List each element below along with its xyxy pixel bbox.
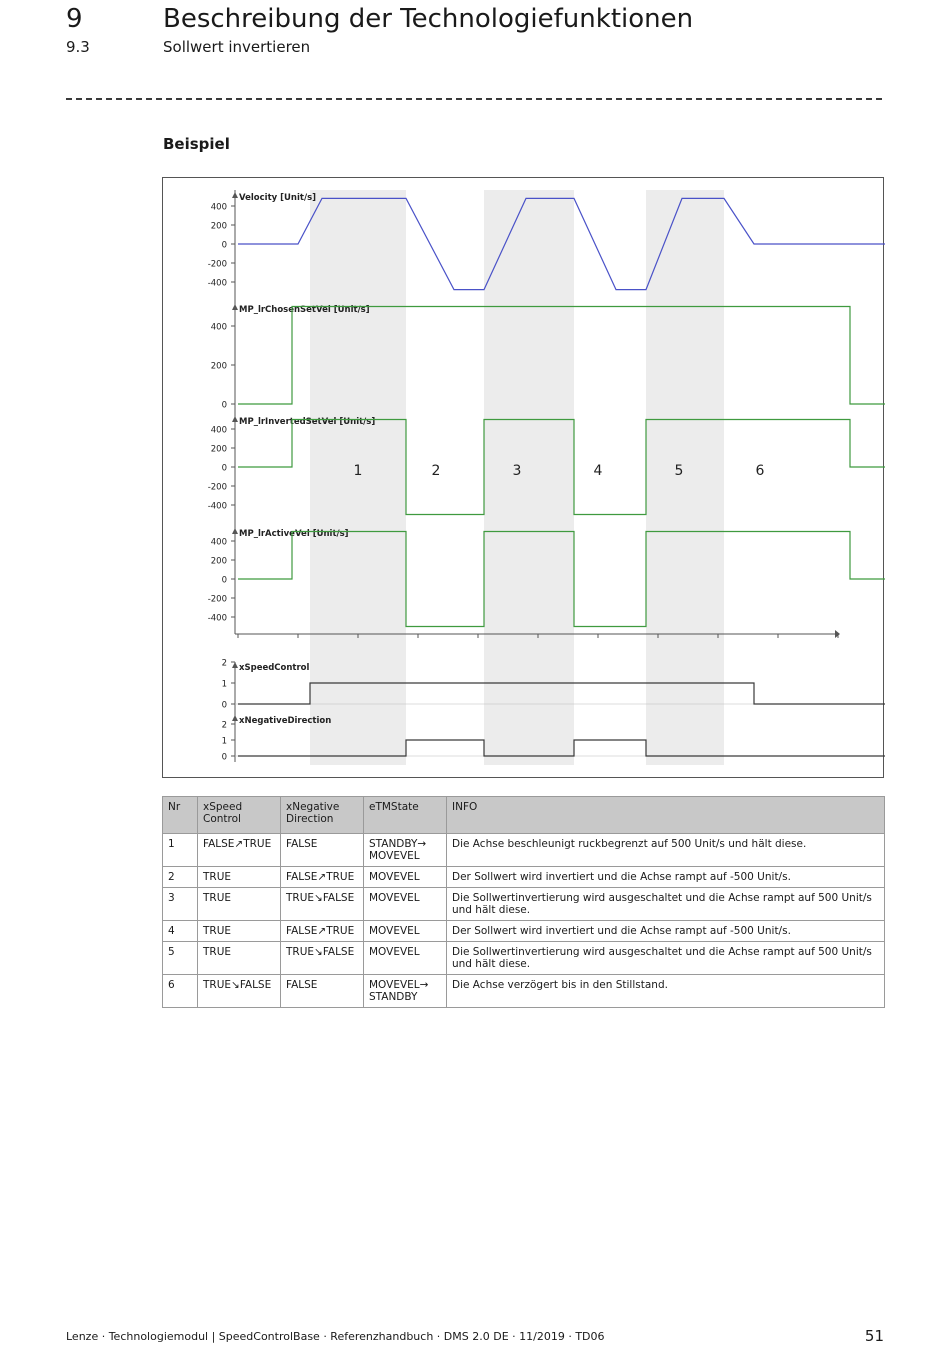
table-cell: 6 (163, 975, 198, 1008)
y-tick-label: -400 (207, 501, 227, 512)
y-tick-label: 1 (221, 679, 227, 690)
table-cell: MOVEVEL (364, 942, 447, 975)
table-header-cell: xNegative Direction (281, 797, 364, 834)
chapter-title: Beschreibung der Technologiefunktionen (163, 4, 694, 34)
page-number: 51 (864, 1327, 884, 1345)
axis-label: xNegativeDirection (239, 716, 332, 726)
table-cell: MOVEVEL→ STANDBY (364, 975, 447, 1008)
table-cell: STANDBY→ MOVEVEL (364, 834, 447, 867)
table-cell: FALSE (281, 834, 364, 867)
y-tick-label: 1 (221, 736, 227, 747)
table-cell: Die Achse beschleunigt ruckbegrenzt auf 500 Unit/s und hält diese. (447, 834, 885, 867)
y-tick-label: 400 (210, 322, 227, 333)
y-axis-arrow (232, 192, 238, 198)
table-row (163, 867, 885, 888)
y-tick-label: -400 (207, 278, 227, 289)
table-cell: MOVEVEL (364, 888, 447, 921)
y-tick-label: -200 (207, 482, 227, 493)
y-tick-label: 0 (221, 700, 227, 711)
y-tick-label: 2 (221, 720, 227, 731)
axis-label: MP_lrChosenSetVel [Unit/s] (239, 305, 370, 315)
table-cell: FALSE↗TRUE (281, 867, 364, 888)
table-cell: TRUE↘FALSE (198, 975, 281, 1008)
phase-shade (646, 190, 724, 765)
y-tick-label: 400 (210, 202, 227, 213)
y-axis-arrow (232, 528, 238, 534)
table-row (163, 921, 885, 942)
y-tick-label: 0 (221, 400, 227, 411)
table-cell: MOVEVEL (364, 921, 447, 942)
y-tick-label: 0 (221, 752, 227, 763)
axis-label: xSpeedControl (239, 663, 310, 673)
y-tick-label: 0 (221, 240, 227, 251)
y-tick-label: 200 (210, 361, 227, 372)
y-tick-label: 0 (221, 463, 227, 474)
y-tick-label: 200 (210, 556, 227, 567)
y-axis-arrow (232, 304, 238, 310)
footer-text: Lenze · Technologiemodul | SpeedControlBase · Referenzhandbuch · DMS 2.0 DE · 11/2019 · TD06 (66, 1330, 605, 1343)
phase-shade (484, 190, 574, 765)
table-row (163, 888, 885, 921)
table-header-cell: INFO (447, 797, 885, 834)
state-table (162, 796, 885, 1008)
axis-label: Velocity [Unit/s] (239, 193, 317, 203)
y-tick-label: -200 (207, 594, 227, 605)
signal-chart (163, 178, 885, 779)
table-header-cell: xSpeed Control (198, 797, 281, 834)
axis-label: MP_lrActiveVel [Unit/s] (239, 529, 349, 539)
phase-label: 3 (512, 463, 522, 479)
table-cell: TRUE (198, 921, 281, 942)
phase-label: 6 (755, 463, 765, 479)
table-cell: Die Sollwertinvertierung wird ausgeschaltet und die Achse rampt auf 500 Unit/s und hält diese. (447, 942, 885, 975)
table-header-cell: eTMState (364, 797, 447, 834)
table-cell: TRUE (198, 888, 281, 921)
table-row (163, 975, 885, 1008)
example-heading: Beispiel (163, 135, 230, 153)
table-cell: TRUE (198, 867, 281, 888)
table-cell: 3 (163, 888, 198, 921)
y-tick-label: 400 (210, 425, 227, 436)
y-tick-label: 0 (221, 575, 227, 586)
header-divider (66, 98, 882, 100)
table-cell: Der Sollwert wird invertiert und die Achse rampt auf -500 Unit/s. (447, 921, 885, 942)
table-header-cell: Nr (163, 797, 198, 834)
section-number: 9.3 (66, 38, 90, 56)
y-tick-label: 400 (210, 537, 227, 548)
table-cell: 4 (163, 921, 198, 942)
table-row (163, 834, 885, 867)
y-tick-label: -400 (207, 613, 227, 624)
y-axis-arrow (232, 662, 238, 668)
table-cell: 1 (163, 834, 198, 867)
axis-label: MP_lrInvertedSetVel [Unit/s] (239, 417, 376, 427)
signal-chart-figure (162, 177, 884, 778)
table-cell: TRUE↘FALSE (281, 942, 364, 975)
table-cell: TRUE↘FALSE (281, 888, 364, 921)
section-title: Sollwert invertieren (163, 38, 311, 56)
table-header-row (163, 797, 885, 834)
table-row (163, 942, 885, 975)
y-tick-label: -200 (207, 259, 227, 270)
table-cell: FALSE (281, 975, 364, 1008)
phase-label: 2 (431, 463, 441, 479)
phase-label: 1 (353, 463, 363, 479)
phase-label: 5 (674, 463, 684, 479)
y-tick-label: 200 (210, 221, 227, 232)
table-cell: 5 (163, 942, 198, 975)
y-axis-arrow (232, 715, 238, 721)
y-axis-arrow (232, 416, 238, 422)
y-tick-label: 2 (221, 658, 227, 669)
y-tick-label: 200 (210, 444, 227, 455)
table-cell: MOVEVEL (364, 867, 447, 888)
table-cell: Der Sollwert wird invertiert und die Achse rampt auf -500 Unit/s. (447, 867, 885, 888)
table-cell: FALSE↗TRUE (281, 921, 364, 942)
table-cell: FALSE↗TRUE (198, 834, 281, 867)
table-cell: Die Sollwertinvertierung wird ausgeschaltet und die Achse rampt auf 500 Unit/s und hält diese. (447, 888, 885, 921)
table-cell: Die Achse verzögert bis in den Stillstand. (447, 975, 885, 1008)
table-cell: 2 (163, 867, 198, 888)
phase-label: 4 (593, 463, 603, 479)
table-cell: TRUE (198, 942, 281, 975)
chapter-number: 9 (66, 4, 83, 34)
